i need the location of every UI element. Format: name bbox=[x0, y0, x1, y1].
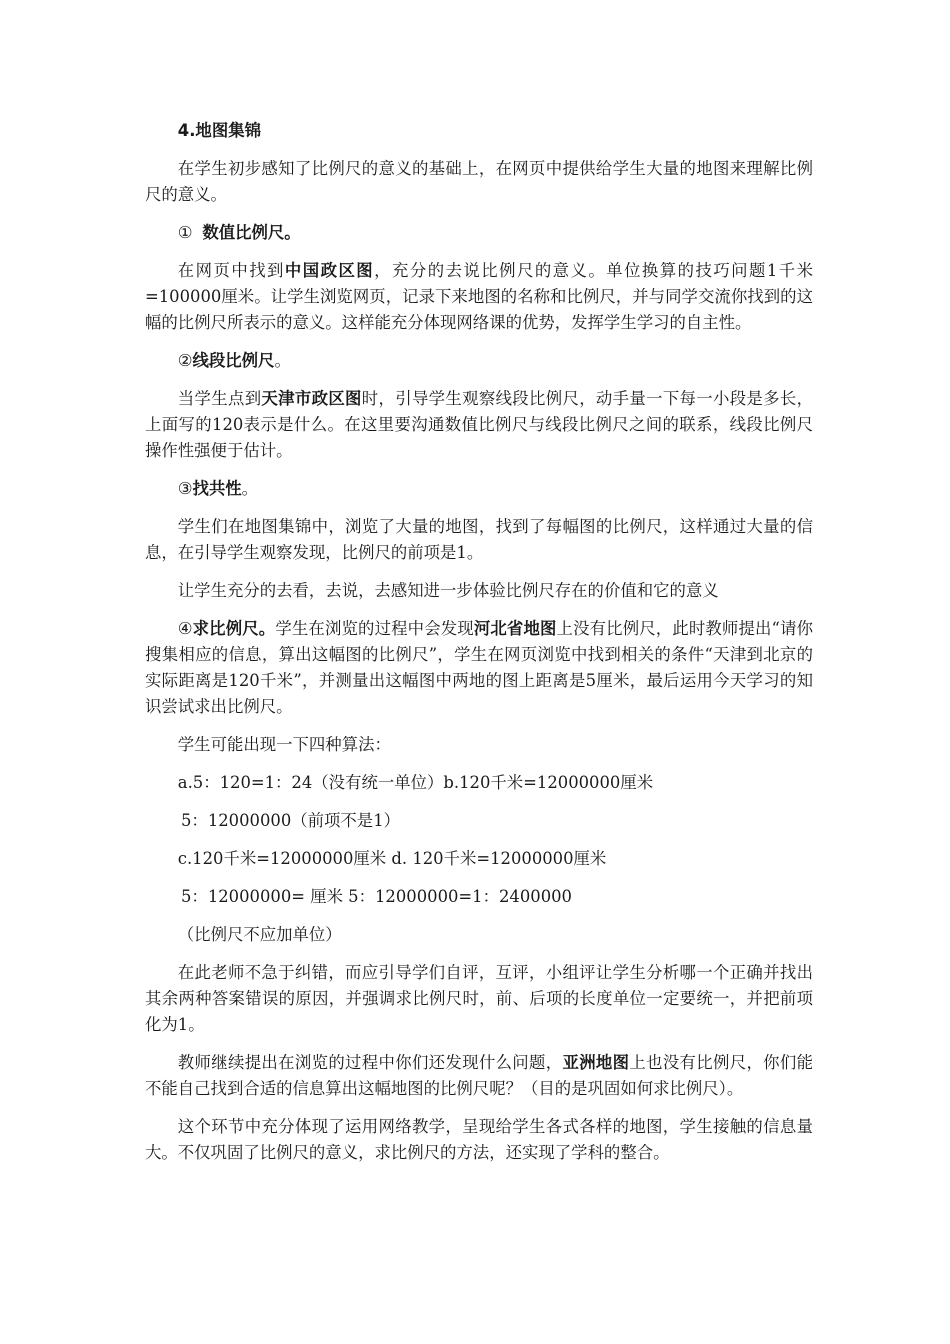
highlight-map-name: 中国政区图 bbox=[284, 261, 375, 280]
text-run: 。 bbox=[241, 479, 259, 498]
text-run: ，充分的去说比例尺的意义。单位换算的技巧问题1千米=100000厘米。让学生浏览网页，记录下来地图的名称和比例尺，并与同学交流你找到的这幅的比例尺所表示的意义。这样能充分体现网络课的优势，发挥学生学习的自主性。 bbox=[145, 261, 814, 332]
paragraph-china-map bbox=[145, 258, 813, 336]
subheading-title: 找共性 bbox=[192, 479, 242, 498]
text-run: 。 bbox=[274, 351, 291, 370]
text-run: 学生在浏览的过程中会发现 bbox=[275, 619, 474, 638]
paragraph-summary: 这个环节中充分体现了运用网络教学，呈现给学生各式各样的地图，学生接触的信息量大。不仅巩固了比例尺的意义，求比例尺的方法，还实现了学科的整合。 bbox=[145, 1117, 813, 1162]
paragraph-find-scale bbox=[145, 616, 813, 720]
paragraph-experience: 让学生充分的去看，去说，去感知进一步体验比例尺存在的价值和它的意义 bbox=[177, 581, 719, 600]
circled-number-1: ① bbox=[177, 223, 193, 242]
paragraph-methods-intro: 学生可能出现一下四种算法： bbox=[177, 735, 391, 754]
subheading-title: 求比例尺。 bbox=[192, 619, 276, 638]
document-page bbox=[145, 118, 813, 1178]
circled-number-4: ④ bbox=[177, 619, 193, 638]
text-run: 上没有比例尺，此时教师提出“请你搜集相应的信息，算出这幅图的比例尺”，学生在网页浏览中找到相关的条件“天津到北京的实际距离是120千米”，并测量出这幅图中两地的图上距离是5厘米，最后运用今天学习的知识尝试求出比例尺。 bbox=[145, 619, 814, 716]
intro-paragraph: 在学生初步感知了比例尺的意义的基础上，在网页中提供给学生大量的地图来理解比例尺的意义。 bbox=[145, 159, 813, 204]
method-line-3: c.120千米=12000000厘米 d. 120千米=12000000厘米 bbox=[177, 849, 607, 868]
paragraph-tianjin-map bbox=[145, 386, 813, 464]
text-run: 在网页中找到 bbox=[177, 261, 285, 280]
circled-number-3: ③ bbox=[177, 479, 193, 498]
highlight-map-name: 河北省地图 bbox=[473, 619, 557, 638]
highlight-map-name: 亚洲地图 bbox=[562, 1053, 630, 1072]
subheading-title: 线段比例尺 bbox=[192, 351, 275, 370]
method-line-1: a.5：120=1：24（没有统一单位）b.120千米=12000000厘米 bbox=[177, 773, 654, 792]
circled-number-2: ② bbox=[177, 351, 193, 370]
subheading-numeric-scale bbox=[145, 220, 813, 246]
text-run: 时，引导学生观察线段比例尺，动手量一下每一小段是多长，上面写的120表示是什么。在这里要沟通数值比例尺与线段比例尺之间的联系，线段比例尺操作性强便于估计。 bbox=[145, 389, 814, 460]
text-run: 教师继续提出在浏览的过程中你们还发现什么问题， bbox=[177, 1053, 563, 1072]
subheading-title: 数值比例尺。 bbox=[202, 223, 301, 242]
method-line-2: 5：12000000（前项不是1） bbox=[181, 811, 401, 830]
paragraph-asia-map bbox=[145, 1050, 813, 1102]
highlight-map-name: 天津市政区图 bbox=[261, 389, 362, 408]
paragraph-peer-review: 在此老师不急于纠错，而应引导学们自评，互评，小组评让学生分析哪一个正确并找出其余两种答案错误的原因，并强调求比例尺时，前、后项的长度单位一定要统一，并把前项化为1。 bbox=[145, 963, 813, 1034]
method-line-4: 5：12000000= 厘米 5：12000000=1：2400000 bbox=[181, 887, 572, 906]
text-run: 上也没有比例尺，你们能不能自己找到合适的信息算出这幅地图的比例尺呢？（目的是巩固如何求比例尺）。 bbox=[145, 1053, 814, 1098]
text-run: 当学生点到 bbox=[177, 389, 262, 408]
section-heading: 4.地图集锦 bbox=[177, 121, 261, 140]
method-note: （比例尺不应加单位） bbox=[177, 925, 342, 944]
subheading-commonality bbox=[145, 476, 813, 502]
paragraph-commonality: 学生们在地图集锦中，浏览了大量的地图，找到了每幅图的比例尺，这样通过大量的信息，在引导学生观察发现，比例尺的前项是1。 bbox=[145, 517, 813, 562]
subheading-line-scale bbox=[145, 348, 813, 374]
